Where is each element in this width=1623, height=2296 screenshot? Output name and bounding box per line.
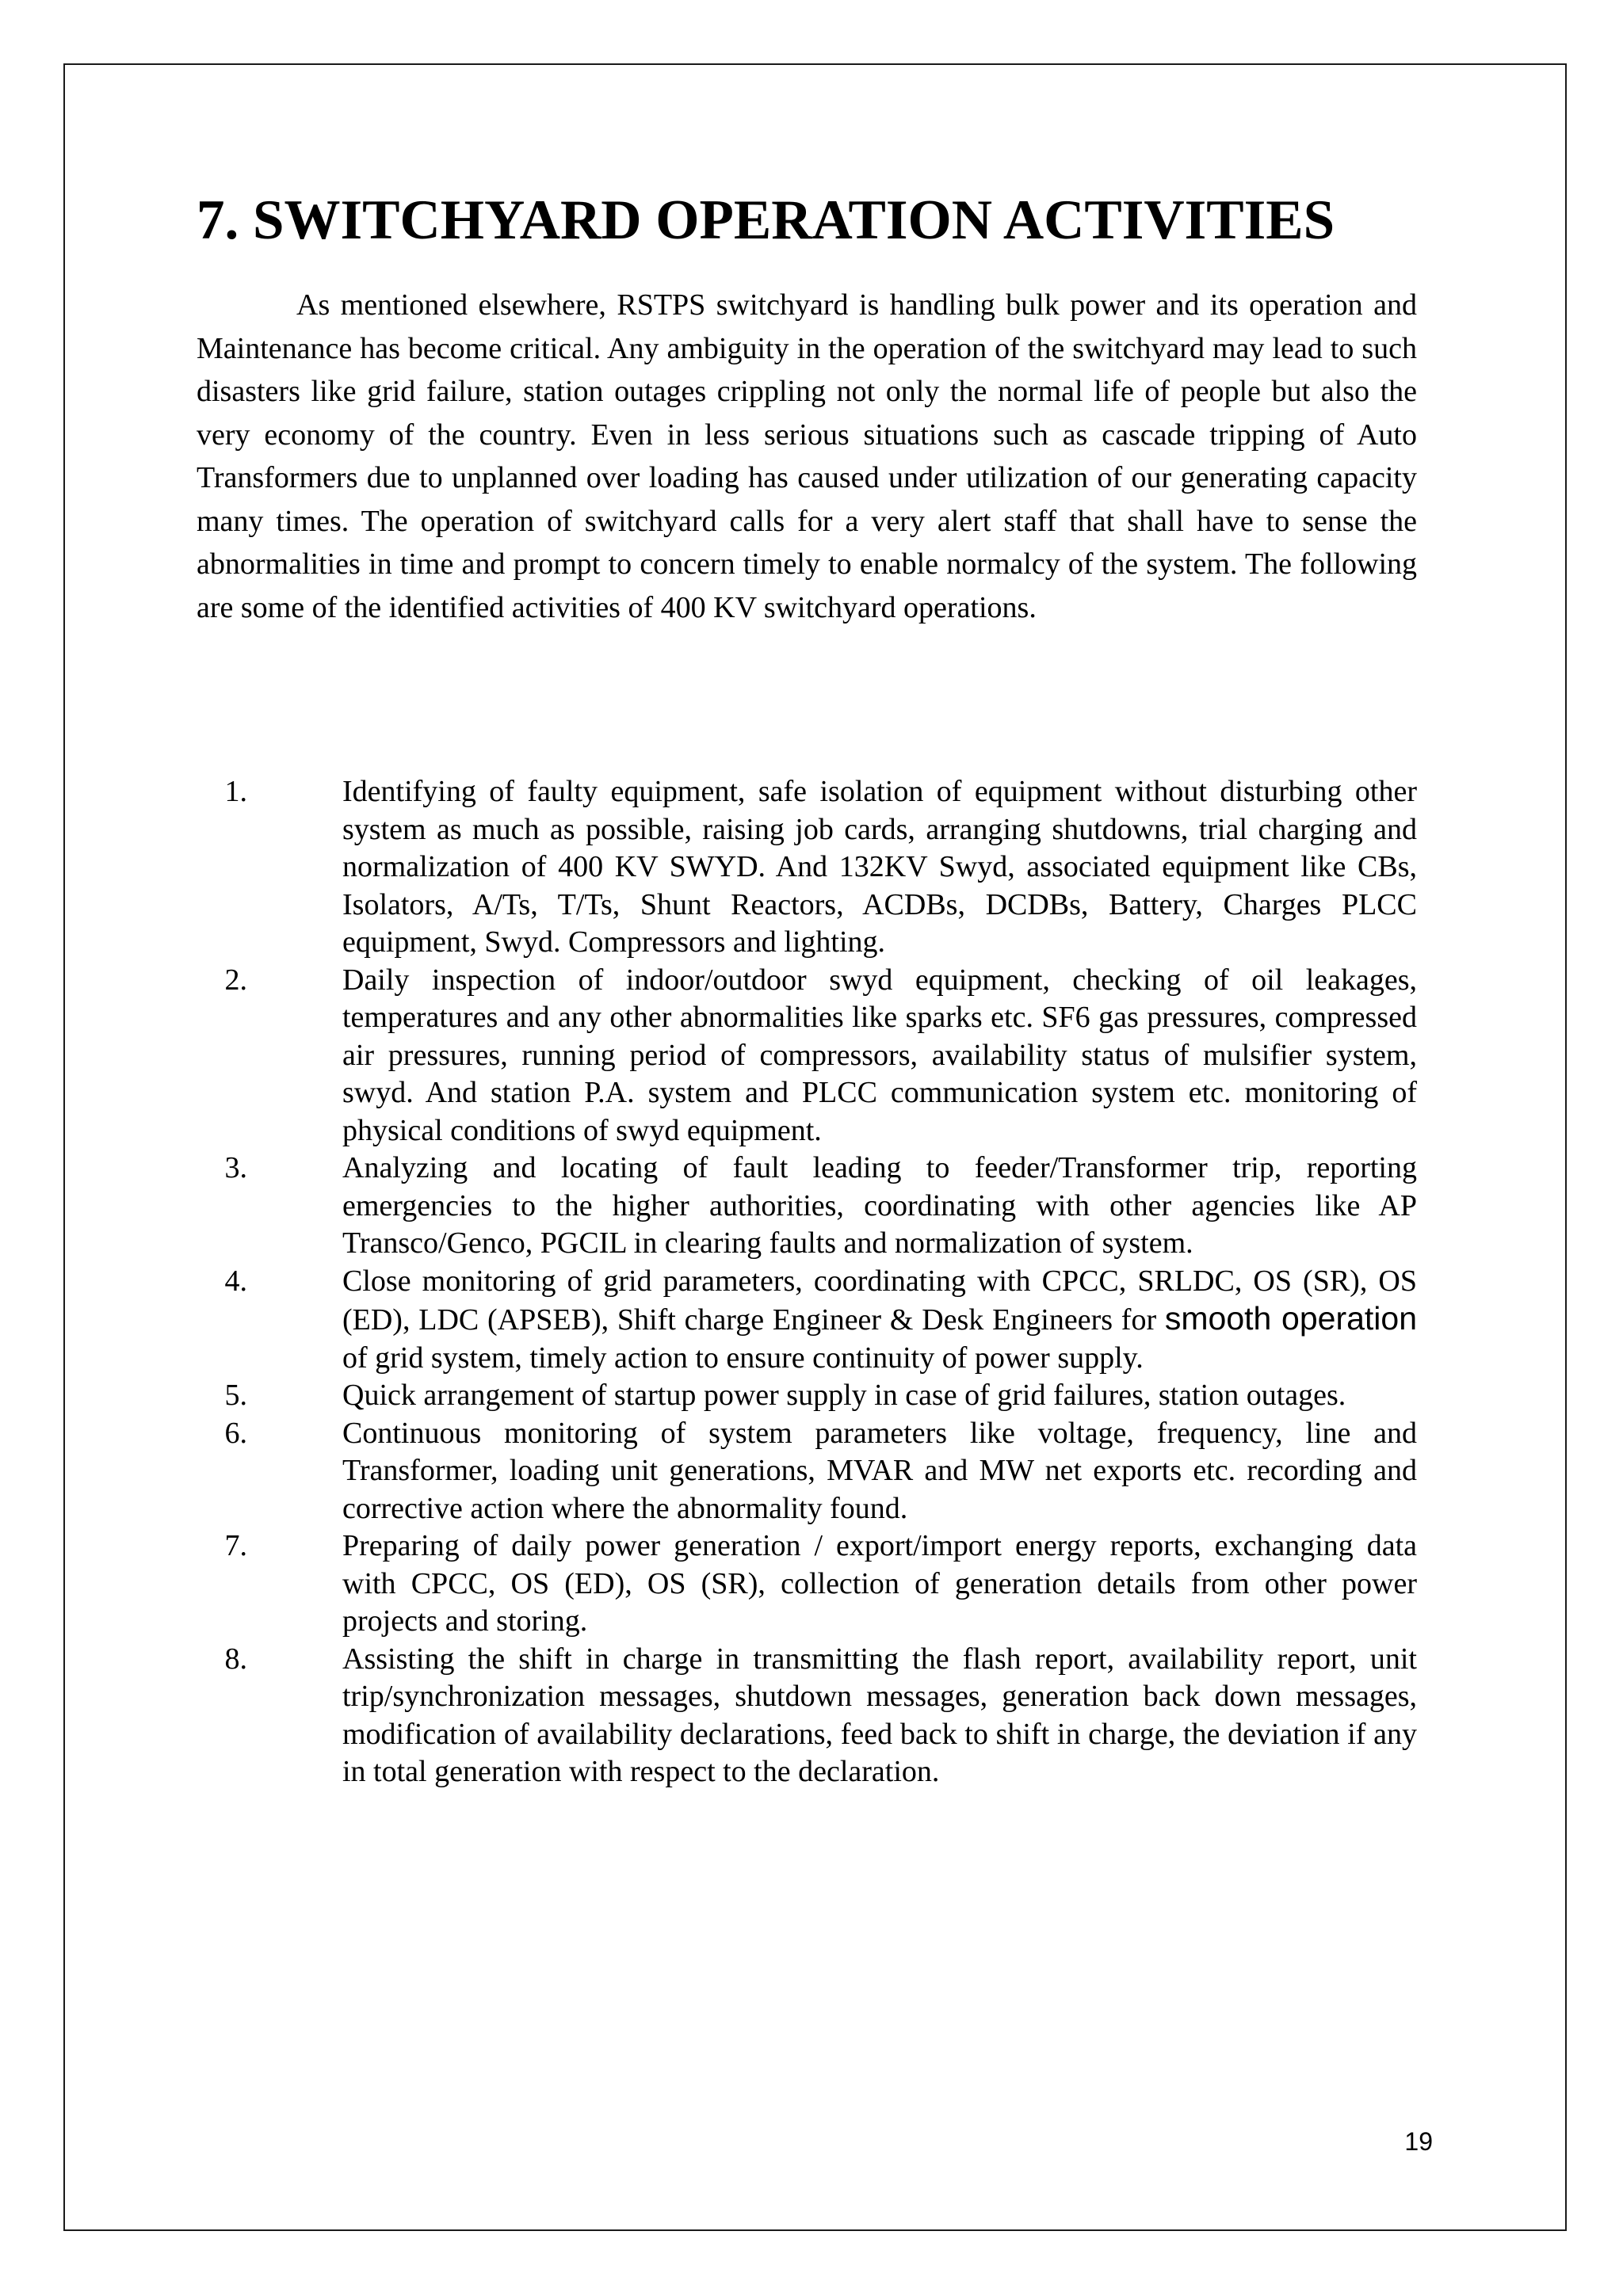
list-item-text: Daily inspection of indoor/outdoor swyd equipment, checking of oil leakages, temperatures and any other abnormalities like sparks etc. SF6 gas pressures, compressed air pressures, running period of compressors, availability status of mulsifier system, swyd. And station P.A. system and PLCC communication system etc. monitoring of physical conditions of swyd equipment. (342, 963, 1417, 1147)
list-item-text-start: Close monitoring of grid parameters, coordinating with CPCC, SRLDC, OS (SR), OS (ED), LDC (APSEB), Shift charge Engineer & Desk Engineers for (342, 1264, 1417, 1337)
list-item-text: Preparing of daily power generation / export/import energy reports, exchanging data with CPCC, OS (ED), OS (SR), collection of generation details from other power projects and storing. (342, 1529, 1417, 1638)
list-item (197, 1415, 1417, 1528)
list-item (197, 962, 1417, 1150)
list-item-text-end: of grid system, timely action to ensure continuity of power supply. (342, 1341, 1144, 1375)
list-item-text: Assisting the shift in charge in transmitting the flash report, availability report, unit trip/synchronization messages, shutdown messages, generation back down messages, modification of availability declarations, feed back to shift in charge, the deviation if any in total generation with respect to the declaration. (342, 1642, 1417, 1788)
list-item (197, 773, 1417, 962)
list-item-text (342, 1263, 1417, 1378)
list-item-text: Analyzing and locating of fault leading to feeder/Transformer trip, reporting emergencies to the higher authorities, coordinating with other agencies like AP Transco/Genco, PGCIL in clearing faults and normalization of system. (342, 1151, 1417, 1260)
list-item-text: Identifying of faulty equipment, safe isolation of equipment without disturbing other system as much as possible, raising job cards, arranging shutdowns, trial charging and normalization of 400 KV SWYD. And 132KV Swyd, associated equipment like CBs, Isolators, A/Ts, T/Ts, Shunt Reactors, ACDBs, DCDBs, Battery, Charges PLCC equipment, Swyd. Compressors and lighting. (342, 775, 1417, 959)
list-item-number: 7. (224, 1529, 247, 1562)
page-number: 19 (1404, 2127, 1433, 2156)
list-item-number: 1. (224, 775, 247, 808)
list-item (197, 1527, 1417, 1641)
list-item-number: 4. (224, 1264, 247, 1298)
list-item-number: 8. (224, 1642, 247, 1676)
list-item (197, 1263, 1417, 1378)
list-item-number: 2. (224, 963, 247, 997)
list-item (197, 1377, 1417, 1415)
intro-paragraph: As mentioned elsewhere, RSTPS switchyard is handling bulk power and its operation and Maintenance has become critical. Any ambiguity in the operation of the switchyard may lead to such disasters like grid failure, station outages crippling not only the normal life of people but also the very economy of the country. Even in less serious situations such as cascade tripping of Auto Transformers due to unplanned over loading has caused under utilization of our generating capacity many times. The operation of switchyard calls for a very alert staff that shall have to sense the abnormalities in time and prompt to concern timely to enable normalcy of the system. The following are some of the identified activities of 400 KV switchyard operations. (197, 288, 1417, 624)
list-item-text: Quick arrangement of startup power supply in case of grid failures, station outages. (342, 1379, 1346, 1412)
list-item (197, 1150, 1417, 1263)
list-item-number: 6. (224, 1416, 247, 1450)
list-item-text: Continuous monitoring of system parameters like voltage, frequency, line and Transformer, loading unit generations, MVAR and MW net exports etc. recording and corrective action where the abnormality found. (342, 1416, 1417, 1525)
section-title: 7. SWITCHYARD OPERATION ACTIVITIES (197, 189, 1335, 251)
list-item-number: 3. (224, 1151, 247, 1184)
emphasis-text: smooth operation (1164, 1300, 1417, 1337)
list-item-number: 5. (224, 1379, 247, 1412)
activities-list (197, 773, 1417, 1791)
list-item (197, 1641, 1417, 1791)
